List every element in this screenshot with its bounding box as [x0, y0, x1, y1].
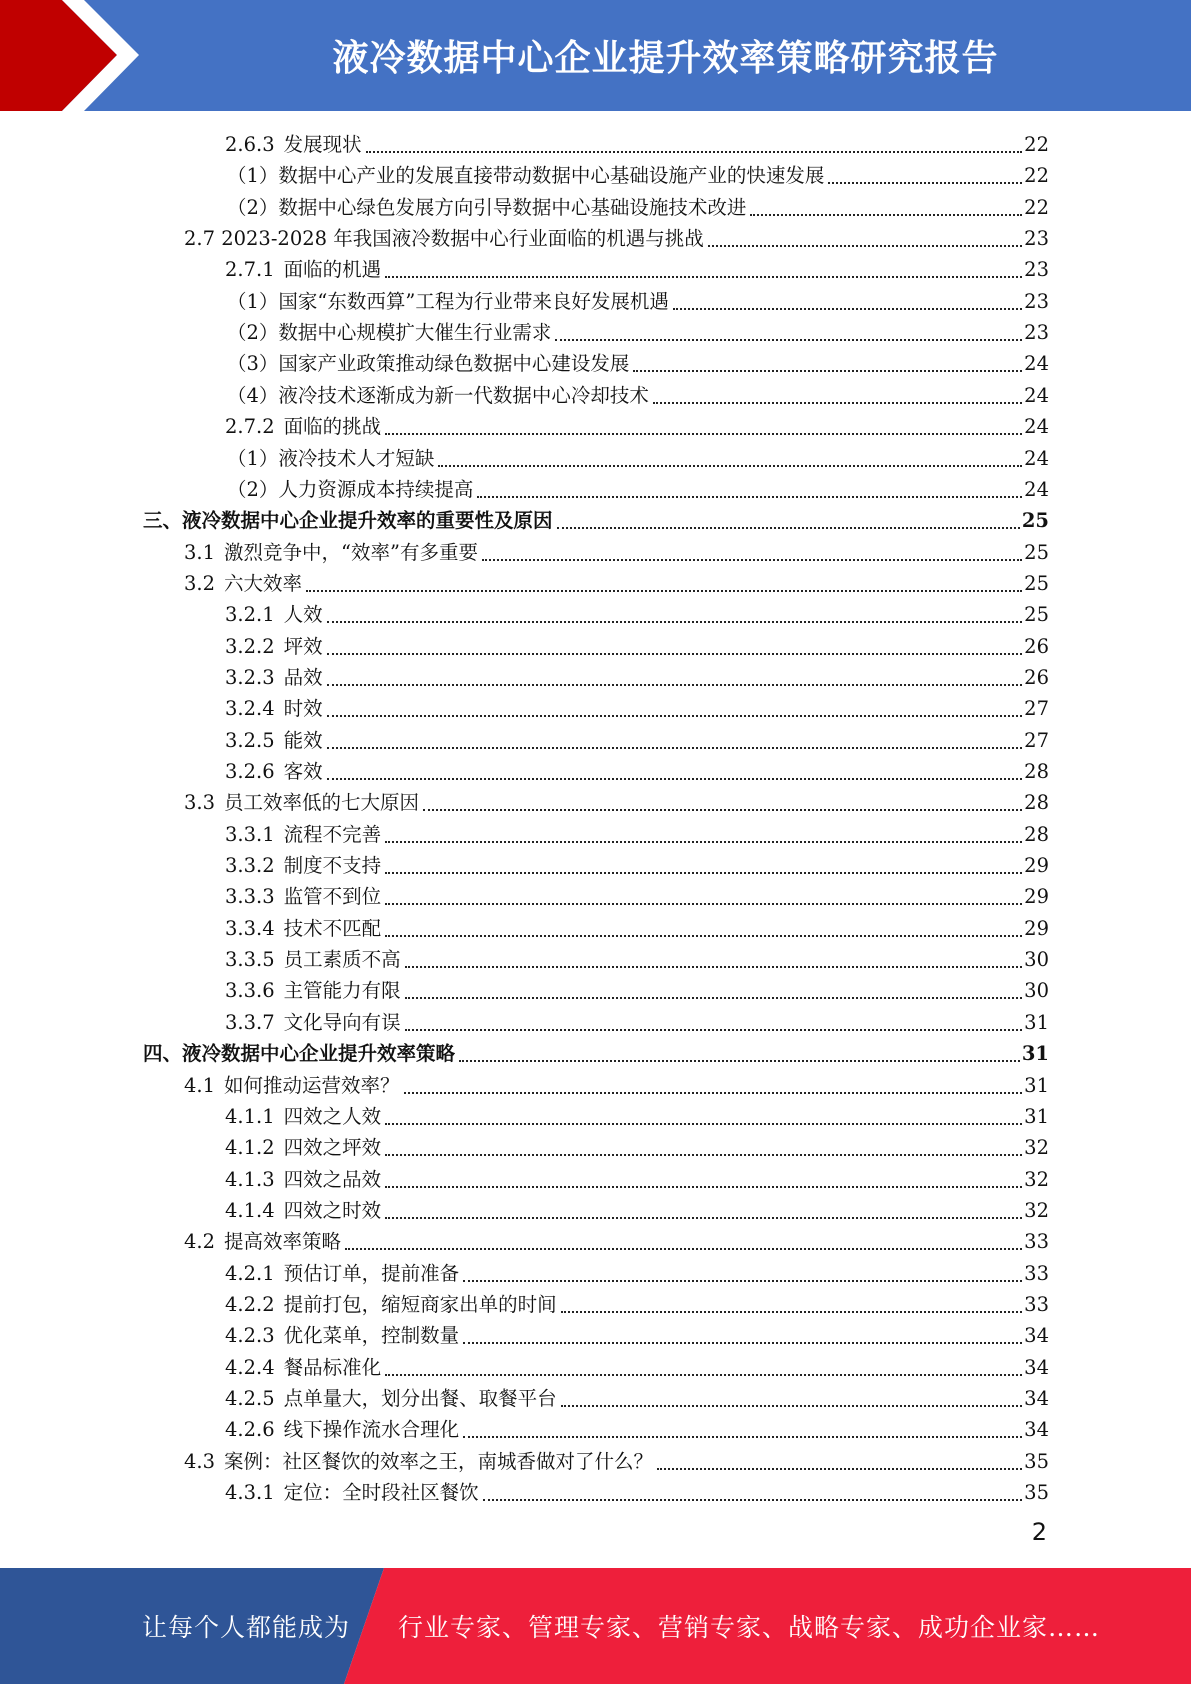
- toc-entry-number: 3.3.2: [225, 854, 275, 878]
- footer-slogan-right: 行业专家、管理专家、营销专家、战略专家、成功企业家……: [398, 1613, 1101, 1642]
- toc-entry-title: 坪效: [283, 634, 323, 658]
- toc-dot-leader: [385, 1185, 1022, 1188]
- toc-entry-title: （2）人力资源成本持续提高: [227, 477, 474, 501]
- toc-entry-number: 2.7.1: [225, 258, 275, 282]
- toc-entry-number: 4.2.6: [225, 1418, 275, 1442]
- toc-entry-number: 3.3.4: [225, 916, 275, 940]
- toc-entry-page: 34: [1024, 1418, 1049, 1442]
- toc-dot-leader: [327, 714, 1023, 717]
- toc-entry[interactable]: [225, 1350, 1049, 1381]
- toc-entry-page: 31: [1024, 1010, 1049, 1034]
- toc-dot-leader: [366, 150, 1023, 153]
- toc-entry-title: 优化菜单，控制数量: [283, 1324, 460, 1348]
- toc-entry-number: 3.3: [184, 791, 216, 815]
- toc-entry-number: 3.3.7: [225, 1010, 275, 1034]
- toc-entry[interactable]: [227, 441, 1049, 472]
- toc-entry[interactable]: [184, 1068, 1049, 1099]
- page-header: [0, 0, 1191, 111]
- toc-dot-leader: [385, 840, 1022, 843]
- toc-entry-number: 4.2.2: [225, 1292, 275, 1316]
- toc-dot-leader: [327, 652, 1023, 655]
- toc-entry[interactable]: [225, 1099, 1049, 1130]
- page-footer: [0, 1568, 1191, 1684]
- toc-entry-page: 29: [1024, 885, 1049, 909]
- toc-entry[interactable]: [225, 1381, 1049, 1412]
- toc-entry-title: （2）数据中心绿色发展方向引导数据中心基础设施技术改进: [227, 195, 747, 219]
- page-number: 2: [1031, 1518, 1047, 1546]
- toc-entry-title: 三、液冷数据中心企业提升效率的重要性及原因: [143, 509, 553, 533]
- toc-entry[interactable]: [143, 503, 1049, 534]
- toc-entry[interactable]: [227, 315, 1049, 346]
- toc-dot-leader: [345, 1247, 1022, 1250]
- toc-entry-number: 3.3.3: [225, 885, 275, 909]
- toc-entry-title: 流程不完善: [283, 822, 382, 846]
- toc-entry-number: 4.2: [184, 1230, 216, 1254]
- toc-entry[interactable]: [225, 879, 1049, 910]
- toc-dot-leader: [405, 965, 1023, 968]
- toc-dot-leader: [673, 307, 1022, 310]
- toc-entry-number: 3.3.6: [225, 979, 275, 1003]
- toc-entry-page: 35: [1024, 1449, 1049, 1473]
- toc-entry[interactable]: [225, 1475, 1049, 1506]
- toc-entry-page: 23: [1024, 258, 1049, 282]
- toc-entry-page: 31: [1024, 1104, 1049, 1128]
- toc-dot-leader: [561, 1310, 1023, 1313]
- toc-entry-number: 4.1.4: [225, 1198, 275, 1222]
- toc-dot-leader: [327, 620, 1023, 623]
- toc-entry[interactable]: [227, 378, 1049, 409]
- toc-dot-leader: [438, 464, 1022, 467]
- toc-entry-number: 4.3: [184, 1449, 216, 1473]
- toc-entry-page: 28: [1024, 791, 1049, 815]
- toc-entry[interactable]: [227, 346, 1049, 377]
- toc-dot-leader: [385, 934, 1022, 937]
- toc-entry-page: 29: [1024, 916, 1049, 940]
- toc-entry-number: 4.2.5: [225, 1387, 275, 1410]
- toc-entry-number: 3.2.6: [225, 760, 275, 783]
- toc-entry-title: 激烈竞争中，“效率”有多重要: [224, 540, 478, 564]
- toc-entry-page: 34: [1024, 1355, 1049, 1379]
- toc-entry-title: （3）国家产业政策推动绿色数据中心建设发展: [227, 352, 630, 376]
- toc-entry-title: （1）国家“东数西算”工程为行业带来良好发展机遇: [227, 289, 669, 313]
- toc-entry-page: 29: [1024, 854, 1049, 878]
- toc-entry-title: 品效: [283, 665, 323, 689]
- toc-entry[interactable]: [225, 1162, 1049, 1193]
- toc-entry-number: 4.1.3: [225, 1167, 275, 1191]
- toc-entry-number: 3.3.1: [225, 822, 275, 846]
- toc-entry-page: 22: [1024, 164, 1049, 188]
- toc-entry-page: 23: [1024, 321, 1049, 345]
- toc-dot-leader: [327, 683, 1023, 686]
- toc-entry-title: 点单量大，划分出餐、取餐平台: [283, 1387, 557, 1410]
- toc-entry-title: 四效之坪效: [283, 1136, 382, 1160]
- toc-dot-leader: [463, 1341, 1022, 1344]
- toc-entry[interactable]: [225, 754, 1049, 785]
- toc-entry[interactable]: [225, 252, 1049, 283]
- toc-dot-leader: [633, 369, 1022, 372]
- toc-entry-number: 3.3.5: [225, 948, 275, 972]
- toc-dot-leader: [657, 1467, 1022, 1470]
- toc-entry[interactable]: [225, 911, 1049, 942]
- toc-entry-title: 员工素质不高: [283, 948, 401, 972]
- toc-dot-leader: [557, 526, 1020, 529]
- toc-entry-page: 26: [1024, 634, 1049, 658]
- toc-entry-page: 35: [1024, 1481, 1049, 1505]
- footer-slogan-left: 让每个人都能成为: [142, 1613, 351, 1642]
- toc-entry-number: 4.1: [184, 1073, 216, 1097]
- toc-entry-title: 面临的挑战: [283, 415, 382, 439]
- toc-dot-leader: [423, 808, 1022, 811]
- toc-entry-page: 23: [1024, 289, 1049, 313]
- toc-entry-number: 4.1.2: [225, 1136, 275, 1160]
- toc-entry-title: 四、液冷数据中心企业提升效率策略: [143, 1042, 456, 1066]
- toc-entry-title: 能效: [283, 728, 323, 752]
- toc-dot-leader: [385, 1216, 1022, 1219]
- toc-entry-page: 30: [1024, 948, 1049, 972]
- toc-entry[interactable]: [227, 158, 1049, 189]
- toc-entry-title: （4）液冷技术逐渐成为新一代数据中心冷却技术: [227, 383, 649, 407]
- toc-entry-page: 24: [1024, 415, 1049, 439]
- toc-entry-title: 人效: [283, 603, 323, 627]
- toc-entry-page: 25: [1024, 571, 1049, 595]
- toc-entry[interactable]: [184, 1224, 1049, 1255]
- toc-entry-page: 28: [1024, 760, 1049, 783]
- toc-entry-title: 六大效率: [224, 571, 303, 595]
- toc-entry-title: 如何推动运营效率？: [224, 1073, 400, 1097]
- toc-dot-leader: [459, 1059, 1020, 1062]
- toc-dot-leader: [828, 181, 1022, 184]
- toc-entry[interactable]: [225, 848, 1049, 879]
- toc-dot-leader: [463, 1279, 1022, 1282]
- toc-dot-leader: [483, 1498, 1023, 1501]
- toc-entry[interactable]: [225, 973, 1049, 1004]
- toc-entry[interactable]: [225, 1287, 1049, 1318]
- toc-entry[interactable]: [227, 472, 1049, 503]
- toc-entry-title: 客效: [283, 760, 323, 783]
- toc-entry[interactable]: [225, 409, 1049, 440]
- toc-entry-number: 4.2.4: [225, 1355, 275, 1379]
- toc-entry-title: 预估订单，提前准备: [283, 1261, 460, 1285]
- toc-entry-title: 提高效率策略: [224, 1230, 342, 1254]
- toc-entry[interactable]: [225, 942, 1049, 973]
- toc-entry-title: 定位：全时段社区餐饮: [283, 1481, 479, 1505]
- toc-entry-title: （1）液冷技术人才短缺: [227, 446, 435, 470]
- toc-entry[interactable]: [225, 660, 1049, 691]
- toc-entry[interactable]: [225, 127, 1049, 158]
- toc-dot-leader: [385, 275, 1022, 278]
- toc-entry[interactable]: [225, 1005, 1049, 1036]
- toc-dot-leader: [482, 558, 1022, 561]
- toc-entry[interactable]: [225, 1193, 1049, 1224]
- toc-entry-title: 文化导向有误: [283, 1010, 401, 1034]
- toc-dot-leader: [477, 495, 1022, 498]
- toc-entry[interactable]: [184, 221, 1049, 252]
- toc-entry-number: 3.2.4: [225, 697, 275, 721]
- toc-dot-leader: [385, 871, 1022, 874]
- toc-entry-title: 线下操作流水合理化: [283, 1418, 460, 1442]
- report-title: 液冷数据中心企业提升效率策略研究报告: [332, 38, 999, 79]
- toc-entry[interactable]: [225, 817, 1049, 848]
- toc-entry-number: 3.2.1: [225, 603, 275, 627]
- toc-entry-page: 33: [1024, 1230, 1049, 1254]
- toc-entry-page: 32: [1024, 1136, 1049, 1160]
- toc-entry-title: 四效之时效: [283, 1198, 382, 1222]
- toc-entry-page: 25: [1024, 540, 1049, 564]
- toc-entry-page: 25: [1021, 509, 1049, 533]
- toc-entry-page: 32: [1024, 1198, 1049, 1222]
- toc-entry-title: 技术不匹配: [283, 916, 382, 940]
- toc-entry-page: 33: [1024, 1261, 1049, 1285]
- toc-entry-page: 30: [1024, 979, 1049, 1003]
- toc-dot-leader: [327, 746, 1023, 749]
- toc-entry-page: 31: [1024, 1073, 1049, 1097]
- toc-dot-leader: [405, 996, 1023, 999]
- toc-entry-page: 28: [1024, 822, 1049, 846]
- toc-entry-page: 25: [1024, 603, 1049, 627]
- toc-entry-title: 发展现状: [283, 133, 362, 156]
- toc-entry-number: 4.2.1: [225, 1261, 275, 1285]
- toc-dot-leader: [327, 777, 1023, 780]
- toc-entry-title: 案例：社区餐饮的效率之王，南城香做对了什么？: [224, 1449, 654, 1473]
- toc-entry-page: 34: [1024, 1387, 1049, 1410]
- toc-entry-page: 23: [1024, 227, 1049, 251]
- toc-entry[interactable]: [184, 1444, 1049, 1475]
- toc-entry-title: 员工效率低的七大原因: [224, 791, 420, 815]
- toc-entry-number: 3.2.2: [225, 634, 275, 658]
- toc-dot-leader: [385, 1153, 1022, 1156]
- toc-entry[interactable]: [225, 1318, 1049, 1349]
- toc-entry-page: 27: [1024, 697, 1049, 721]
- toc-dot-leader: [385, 1122, 1022, 1125]
- toc-entry-page: 31: [1021, 1042, 1049, 1066]
- toc-entry[interactable]: [225, 691, 1049, 722]
- toc-entry-page: 24: [1024, 477, 1049, 501]
- toc-entry-number: 3.1: [184, 540, 216, 564]
- toc-entry-page: 22: [1024, 133, 1049, 156]
- toc-entry[interactable]: [227, 284, 1049, 315]
- toc-entry-title: 制度不支持: [283, 854, 382, 878]
- toc-entry-title: （1）数据中心产业的发展直接带动数据中心基础设施产业的快速发展: [227, 164, 825, 188]
- toc-dot-leader: [555, 338, 1022, 341]
- toc-entry-title: 提前打包，缩短商家出单的时间: [283, 1292, 557, 1316]
- toc-entry-title: （2）数据中心规模扩大催生行业需求: [227, 321, 552, 345]
- toc-entry-number: 2.6.3: [225, 133, 275, 156]
- toc-entry[interactable]: [225, 1412, 1049, 1443]
- toc-entry-page: 24: [1024, 352, 1049, 376]
- toc-entry-title: 四效之品效: [283, 1167, 382, 1191]
- toc-entry-number: 3.2: [184, 571, 216, 595]
- toc-entry-number: 4.2.3: [225, 1324, 275, 1348]
- toc-entry[interactable]: [184, 785, 1049, 816]
- toc-entry[interactable]: [225, 597, 1049, 628]
- toc-dot-leader: [708, 244, 1022, 247]
- header-arrow-decoration: [0, 0, 160, 111]
- toc-dot-leader: [463, 1435, 1022, 1438]
- toc-entry-page: 32: [1024, 1167, 1049, 1191]
- toc-entry-title: 面临的机遇: [283, 258, 382, 282]
- toc-entry-number: 3.2.5: [225, 728, 275, 752]
- toc-entry-title: 监管不到位: [283, 885, 382, 909]
- toc-dot-leader: [385, 902, 1022, 905]
- toc-dot-leader: [561, 1404, 1023, 1407]
- toc-dot-leader: [385, 432, 1022, 435]
- toc-entry-page: 27: [1024, 728, 1049, 752]
- toc-entry-page: 24: [1024, 383, 1049, 407]
- toc-entry-title: 时效: [283, 697, 323, 721]
- toc-entry[interactable]: [225, 1130, 1049, 1161]
- toc-entry[interactable]: [184, 535, 1049, 566]
- toc-entry-page: 26: [1024, 665, 1049, 689]
- toc-entry[interactable]: [143, 1036, 1049, 1067]
- toc-entry-number: 4.3.1: [225, 1481, 275, 1505]
- toc-entry-number: 2.7.2: [225, 415, 275, 439]
- toc-entry-page: 34: [1024, 1324, 1049, 1348]
- toc-entry-page: 22: [1024, 195, 1049, 219]
- toc-dot-leader: [405, 1028, 1023, 1031]
- toc-entry-page: 33: [1024, 1292, 1049, 1316]
- toc-entry-title: 四效之人效: [283, 1104, 382, 1128]
- toc-dot-leader: [750, 213, 1022, 216]
- toc-entry-page: 24: [1024, 446, 1049, 470]
- toc-entry-title: 2.7 2023-2028 年我国液冷数据中心行业面临的机遇与挑战: [184, 227, 704, 251]
- toc-dot-leader: [653, 401, 1022, 404]
- toc-entry-number: 3.2.3: [225, 665, 275, 689]
- toc-entry-title: 餐品标准化: [283, 1355, 382, 1379]
- toc-entry-number: 4.1.1: [225, 1104, 275, 1128]
- toc-entry[interactable]: [225, 1256, 1049, 1287]
- toc-dot-leader: [404, 1091, 1023, 1094]
- toc-entry[interactable]: [225, 723, 1049, 754]
- toc-entry[interactable]: [227, 190, 1049, 221]
- toc-entry[interactable]: [184, 566, 1049, 597]
- toc-dot-leader: [306, 589, 1022, 592]
- toc-entry-title: 主管能力有限: [283, 979, 401, 1003]
- toc-entry[interactable]: [225, 629, 1049, 660]
- toc-dot-leader: [385, 1373, 1022, 1376]
